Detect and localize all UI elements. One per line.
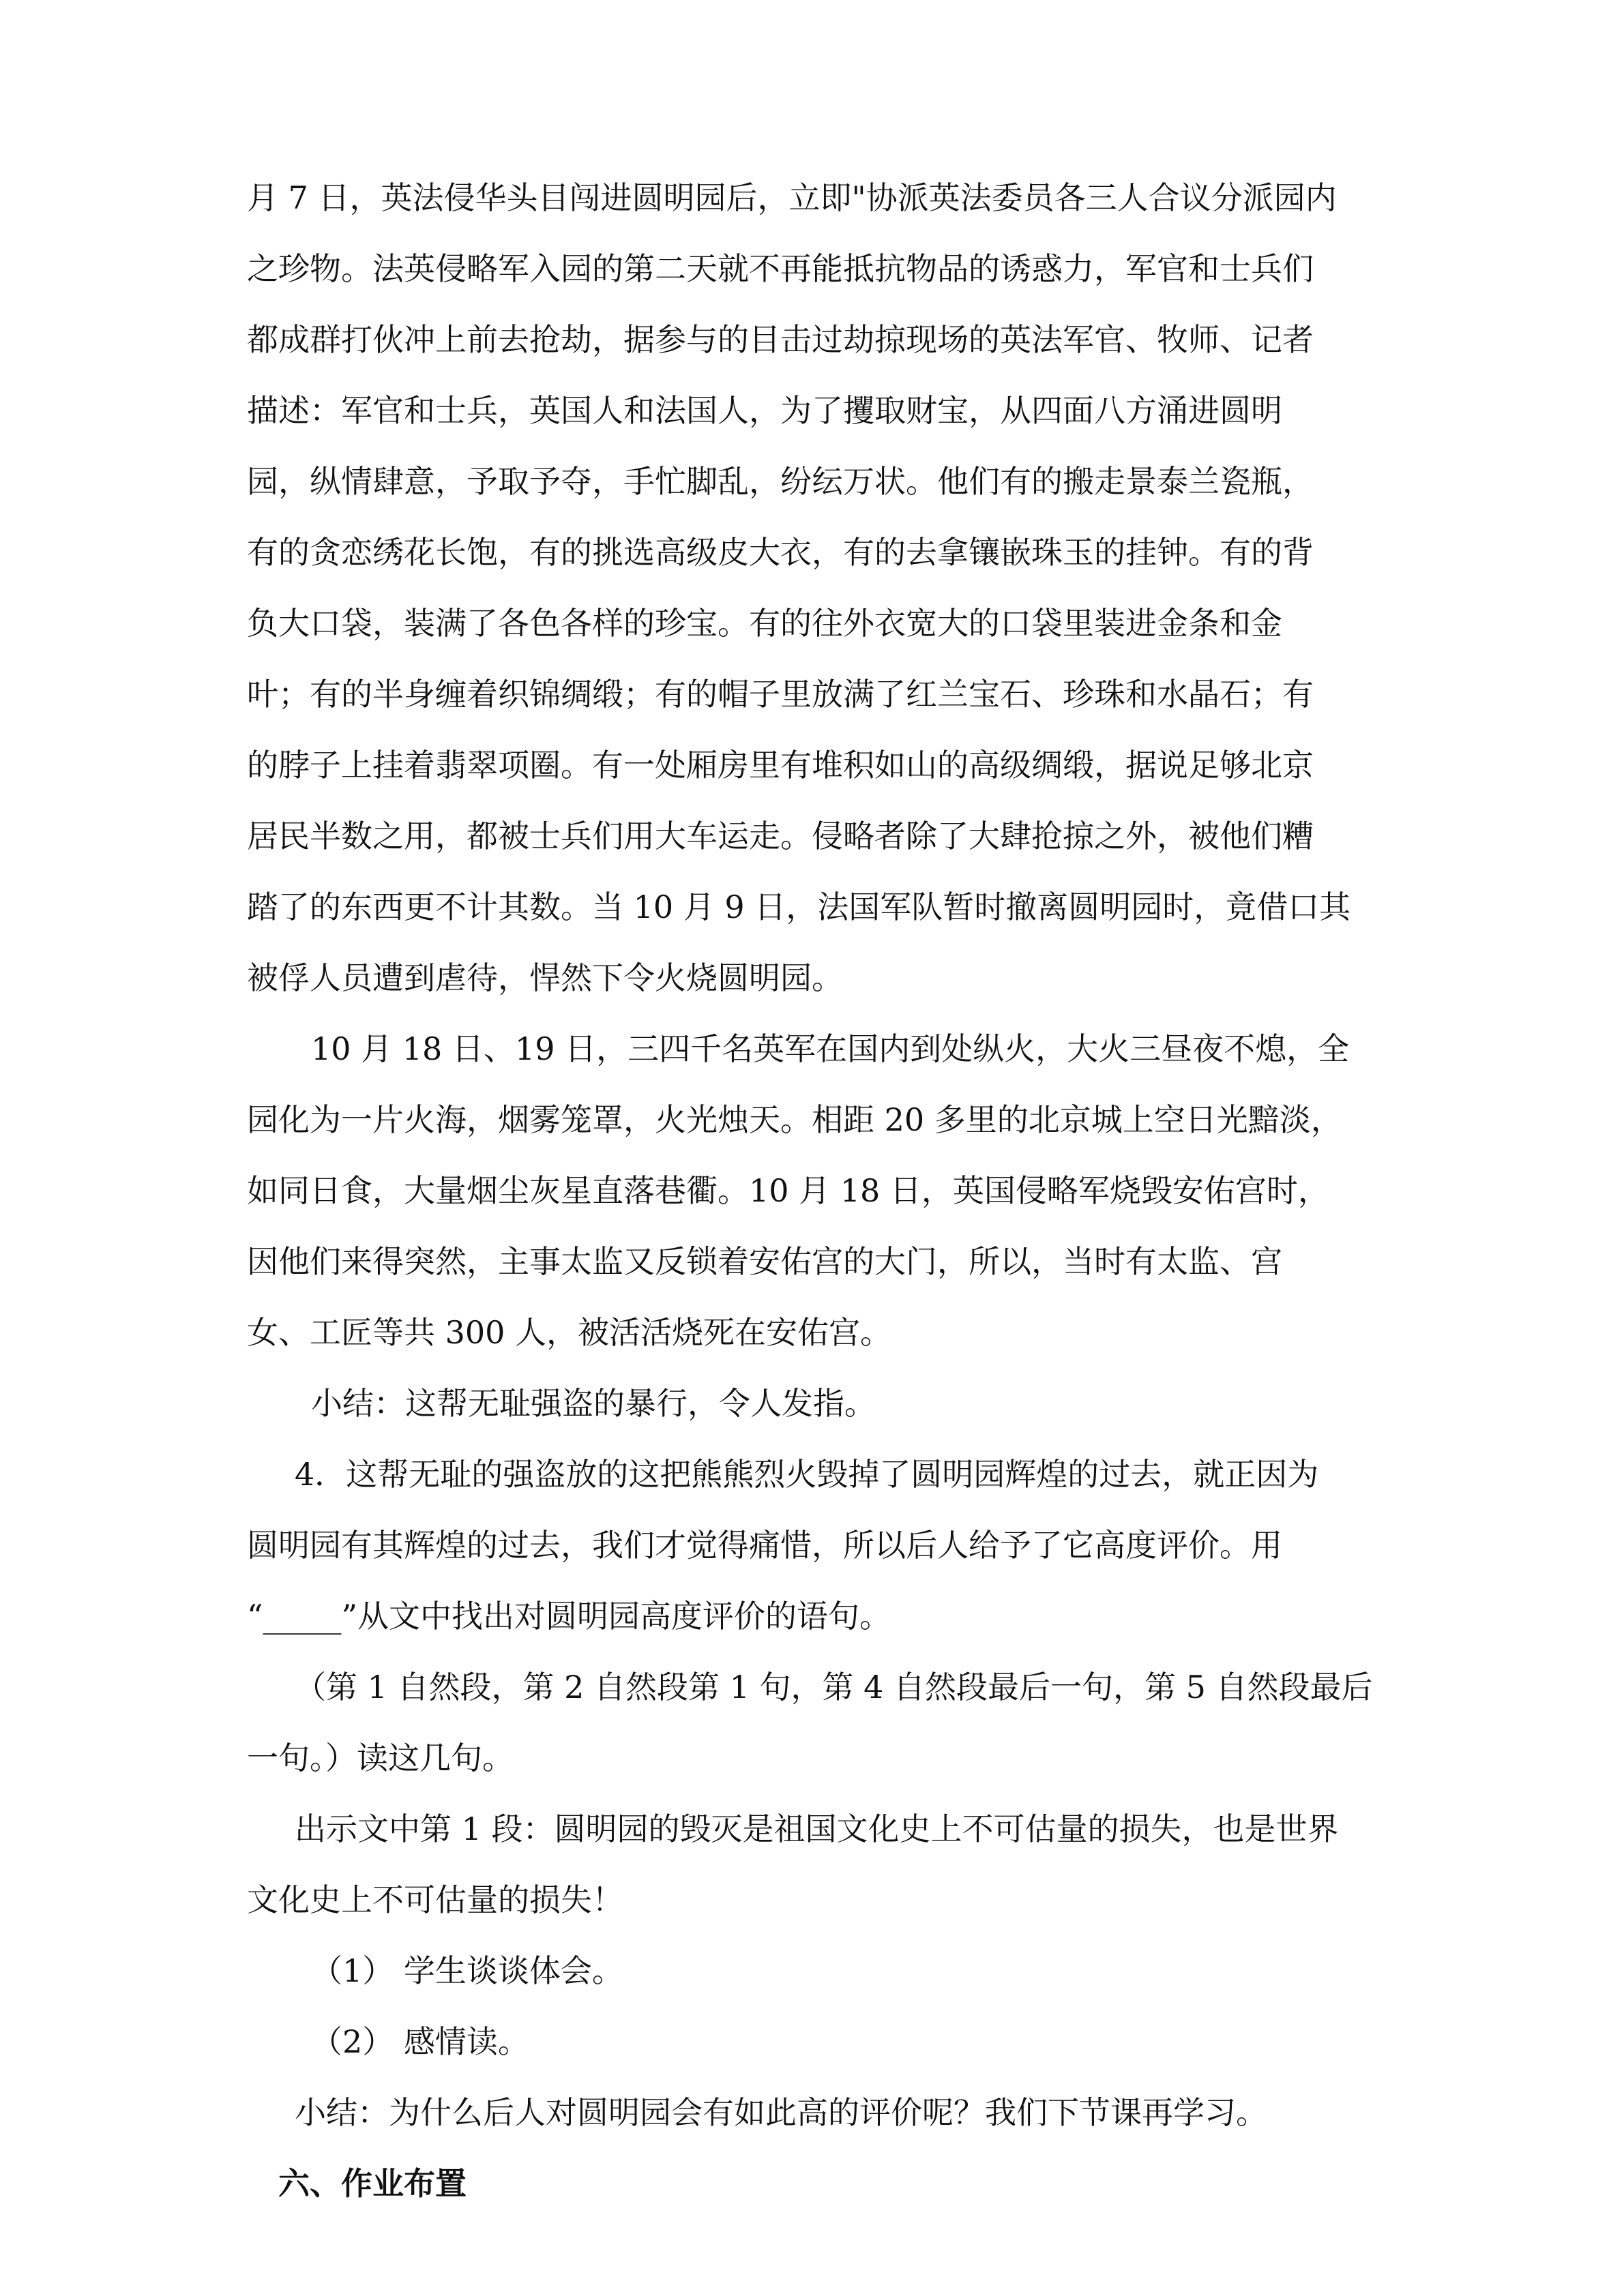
- list-item-2: （2） 感情读。: [311, 2023, 529, 2060]
- text-line-9: 的脖子上挂着翡翠项圈。有一处厢房里有堆积如山的高级绸缎，据说足够北京: [247, 747, 1314, 784]
- text-line-7: 负大口袋，装满了各色各样的珍宝。有的往外衣宽大的口袋里装进金条和金: [247, 605, 1282, 642]
- text-line-3: 都成群打伙冲上前去抢劫，据参与的目击过劫掠现场的英法军官、牧师、记者: [247, 321, 1314, 358]
- text-line-17: 女、工匠等共 300 人，被活活烧死在安佑宫。: [247, 1314, 892, 1351]
- text-line-10: 居民半数之用，都被士兵们用大车运走。侵略者除了大肆抢掠之外，被他们糟: [247, 818, 1314, 854]
- text-line-1: 月 7 日，英法侵华头目闯进圆明园后，立即"协派英法委员各三人合议分派园内: [247, 179, 1337, 216]
- text-line-4: 描述：军官和士兵，英国人和法国人，为了攫取财宝，从四面八方涌进圆明: [247, 392, 1282, 429]
- text-line-22: （第 1 自然段，第 2 自然段第 1 句，第 4 自然段最后一句，第 5 自然段最后: [295, 1669, 1373, 1705]
- summary-line-1: 小结：这帮无耻强盗的暴行，令人发指。: [311, 1385, 876, 1422]
- text-line-20: 圆明园有其辉煌的过去，我们才觉得痛惜，所以后人给予了它高度评价。用: [247, 1527, 1282, 1564]
- text-line-21: “_____”从文中找出对圆明园高度评价的语句。: [247, 1598, 891, 1635]
- text-line-13: 10 月 18 日、19 日，三四千名英军在国内到处纵火，大火三昼夜不熄，全: [311, 1030, 1350, 1067]
- text-line-14: 园化为一片火海，烟雾笼罩，火光烛天。相距 20 多里的北京城上空日光黯淡，: [247, 1101, 1342, 1138]
- text-line-2: 之珍物。法英侵略军入园的第二天就不再能抵抗物品的诱惑力，军官和士兵们: [247, 250, 1314, 287]
- text-line-6: 有的贪恋绣花长饱，有的挑选高级皮大衣，有的去拿镶嵌珠玉的挂钟。有的背: [247, 534, 1314, 571]
- text-line-12: 被俘人员遭到虐待，悍然下令火烧圆明园。: [247, 959, 843, 996]
- text-line-11: 踏了的东西更不计其数。当 10 月 9 日，法国军队暂时撤离圆明园时，竟借口其: [247, 889, 1351, 925]
- text-line-8: 叶；有的半身缠着织锦绸缎；有的帽子里放满了红兰宝石、珍珠和水晶石；有: [247, 676, 1314, 713]
- text-line-25: 文化史上不可估量的损失！: [247, 1881, 623, 1918]
- text-line-15: 如同日食，大量烟尘灰星直落巷衢。10 月 18 日，英国侵略军烧毁安佑宫时，: [247, 1172, 1329, 1209]
- text-line-16: 因他们来得突然，主事太监又反锁着安佑宫的大门，所以，当时有太监、宫: [247, 1243, 1282, 1280]
- summary-line-2: 小结：为什么后人对圆明园会有如此高的评价呢？我们下节课再学习。: [295, 2094, 1267, 2131]
- section-heading-homework: 六、作业布置: [278, 2165, 467, 2202]
- text-line-24: 出示文中第 1 段：圆明园的毁灭是祖国文化史上不可估量的损失，也是世界: [295, 1810, 1339, 1847]
- text-line-19: 4．这帮无耻的强盗放的这把熊熊烈火毁掉了圆明园辉煌的过去，就正因为: [295, 1456, 1319, 1493]
- text-line-5: 园，纵情肆意，予取予夺，手忙脚乱，纷纭万状。他们有的搬走景泰兰瓷瓶，: [247, 463, 1314, 500]
- text-line-23: 一句。）读这几句。: [247, 1740, 514, 1776]
- list-item-1: （1） 学生谈谈体会。: [311, 1952, 623, 1989]
